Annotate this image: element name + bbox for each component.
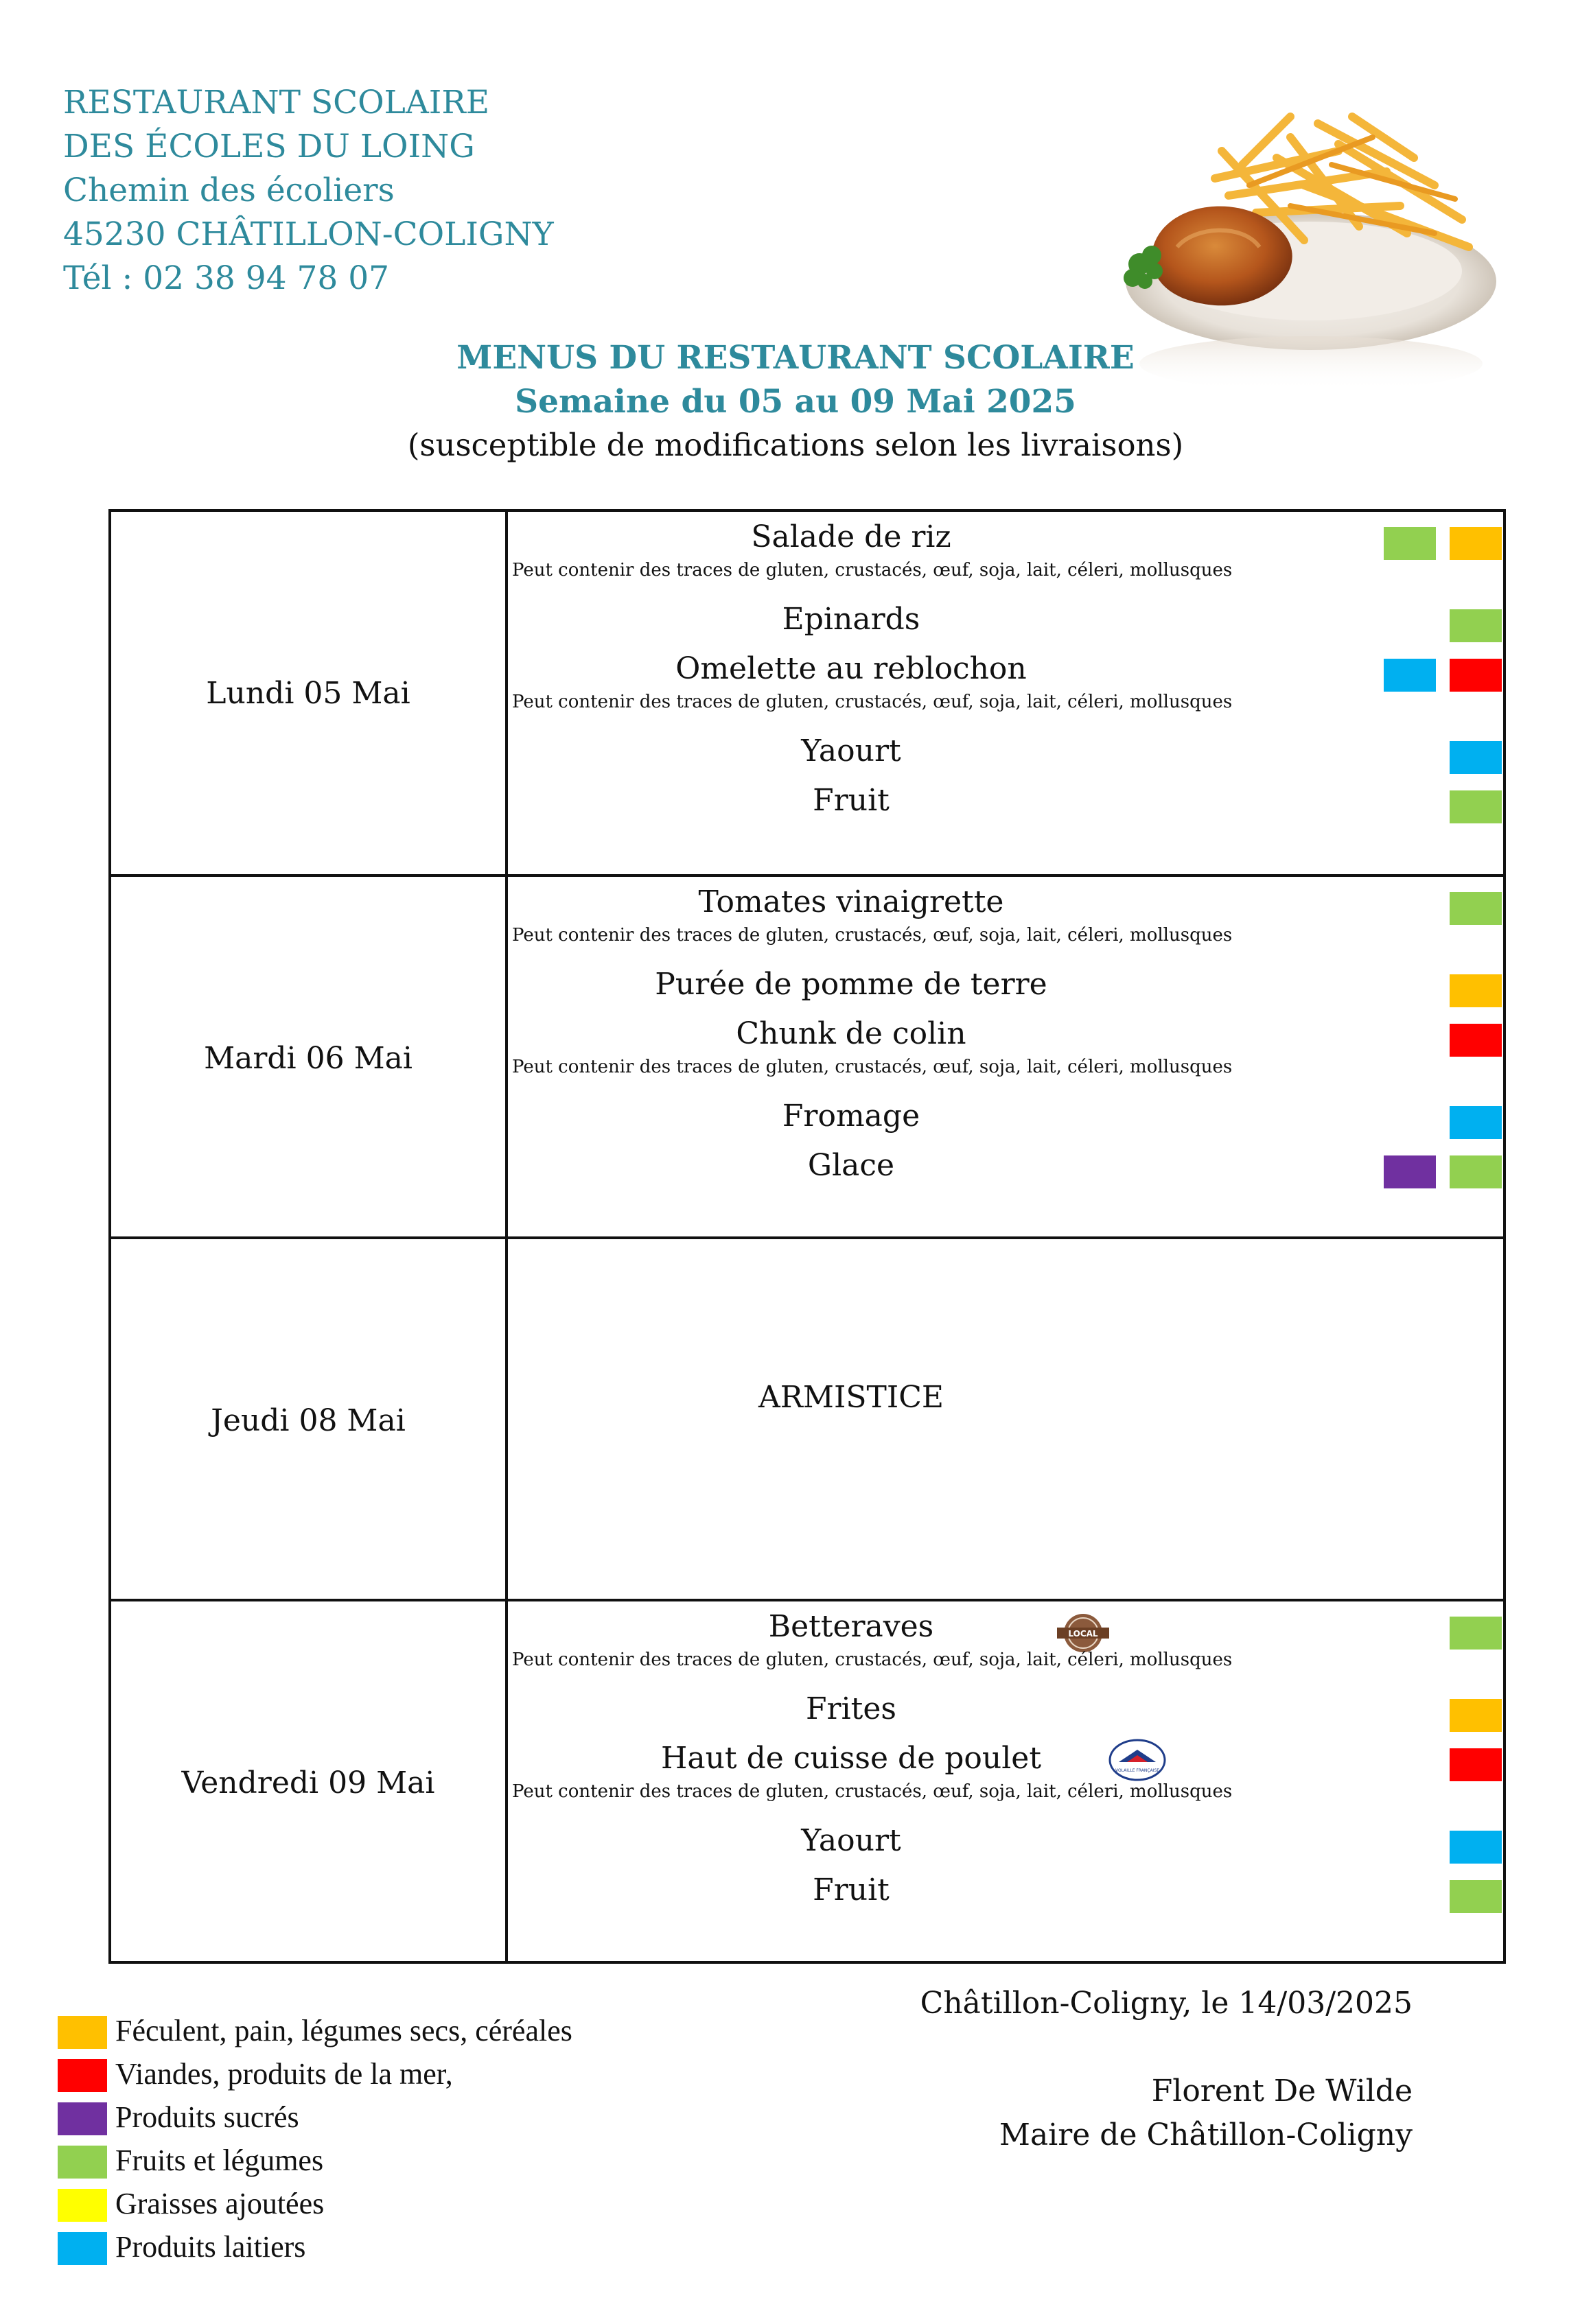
dish-name: Tomates vinaigrette — [698, 884, 1004, 919]
dish-name: Epinards — [782, 602, 920, 637]
day-label: Lundi 05 Mai — [111, 512, 508, 874]
dish-name: Frites — [806, 1691, 896, 1726]
produits-sucres-swatch — [58, 2102, 107, 2135]
feculent-swatch — [1450, 974, 1502, 1007]
viandes-swatch — [1450, 1024, 1502, 1057]
dish-name: Purée de pomme de terre — [655, 967, 1047, 1002]
produits-laitiers-swatch — [1384, 659, 1436, 692]
legend-label: Féculent, pain, légumes secs, céréales — [115, 2014, 572, 2047]
dish-name: Betteraves — [768, 1609, 934, 1644]
address-line-4: 45230 CHÂTILLON-COLIGNY — [63, 215, 554, 253]
local-badge-icon — [1050, 1611, 1116, 1655]
allergen-note: Peut contenir des traces de gluten, crustacés, œuf, soja, lait, céleri, mollusques — [512, 560, 1233, 580]
legend-label: Produits sucrés — [115, 2100, 299, 2134]
menu-week: Semaine du 05 au 09 Mai 2025 — [515, 383, 1076, 421]
day-row-mardi — [111, 874, 1503, 1239]
address-line-3: Chemin des écoliers — [63, 172, 395, 209]
day-row-lundi — [111, 512, 1503, 874]
day-label: Vendredi 09 Mai — [111, 1601, 508, 1964]
viandes-swatch — [1450, 659, 1502, 692]
produits-laitiers-swatch — [58, 2232, 107, 2265]
allergen-note: Peut contenir des traces de gluten, crustacés, œuf, soja, lait, céleri, mollusques — [512, 925, 1233, 946]
menu-table — [108, 509, 1506, 1964]
allergen-note: Peut contenir des traces de gluten, crustacés, œuf, soja, lait, céleri, mollusques — [512, 692, 1233, 712]
dish-name: Haut de cuisse de poulet — [660, 1741, 1042, 1776]
signatory-role: Maire de Châtillon-Coligny — [999, 2117, 1413, 2152]
dish-name: Yaourt — [801, 1823, 901, 1858]
dish-list — [508, 1239, 1503, 1601]
fruits-legumes-swatch — [1450, 1880, 1502, 1913]
dish-list — [508, 877, 1503, 1239]
dish-name: Fruit — [813, 783, 890, 818]
graisses-swatch — [58, 2189, 107, 2222]
menu-disclaimer: (susceptible de modifications selon les livraisons) — [407, 427, 1184, 463]
day-row-vendredi — [111, 1599, 1503, 1964]
feculent-swatch — [1450, 527, 1502, 560]
dish-name: Glace — [807, 1148, 895, 1183]
viandes-swatch — [1450, 1748, 1502, 1781]
fruits-legumes-swatch — [1450, 790, 1502, 823]
local-badge-text: LOCAL — [1068, 1629, 1098, 1639]
address-line-1: RESTAURANT SCOLAIRE — [63, 84, 490, 121]
dish-name: Salade de riz — [751, 519, 951, 554]
menu-title: MENUS DU RESTAURANT SCOLAIRE — [456, 339, 1135, 377]
legend-label: Graisses ajoutées — [115, 2187, 325, 2220]
fruits-legumes-swatch — [1384, 527, 1436, 560]
signatory-name: Florent De Wilde — [1151, 2074, 1413, 2109]
signature-block — [920, 1982, 1413, 2157]
produits-laitiers-swatch — [1450, 1831, 1502, 1864]
menu-title-block — [0, 336, 1591, 467]
dish-name: Chunk de colin — [736, 1016, 966, 1051]
dish-name: Fromage — [782, 1099, 920, 1134]
dish-list — [508, 1601, 1503, 1964]
viandes-swatch — [58, 2059, 107, 2092]
fruits-legumes-swatch — [58, 2146, 107, 2179]
allergen-note: Peut contenir des traces de gluten, crustacés, œuf, soja, lait, céleri, mollusques — [512, 1057, 1233, 1077]
address-line-5: Tél : 02 38 94 78 07 — [63, 259, 390, 297]
volaille-francaise-badge-icon — [1106, 1737, 1168, 1783]
day-row-jeudi — [111, 1236, 1503, 1601]
legend-label: Fruits et légumes — [115, 2144, 324, 2177]
allergen-note: Peut contenir des traces de gluten, crustacés, œuf, soja, lait, céleri, mollusques — [512, 1650, 1233, 1670]
day-label: Mardi 06 Mai — [111, 877, 508, 1239]
dish-name: Omelette au reblochon — [675, 651, 1027, 686]
fruits-legumes-swatch — [1450, 892, 1502, 925]
closed-notice: ARMISTICE — [758, 1380, 944, 1415]
allergen-note: Peut contenir des traces de gluten, crustacés, œuf, soja, lait, céleri, mollusques — [512, 1781, 1233, 1802]
produits-laitiers-swatch — [1450, 1106, 1502, 1139]
produits-laitiers-swatch — [1450, 741, 1502, 774]
day-label: Jeudi 08 Mai — [111, 1239, 508, 1601]
fruits-legumes-swatch — [1450, 1155, 1502, 1188]
legend-label: Viandes, produits de la mer, — [115, 2057, 453, 2091]
fruits-legumes-swatch — [1450, 609, 1502, 642]
feculent-swatch — [58, 2016, 107, 2049]
produits-sucres-swatch — [1384, 1155, 1436, 1188]
place-date: Châtillon-Coligny, le 14/03/2025 — [920, 1986, 1413, 2021]
address-line-2: DES ÉCOLES DU LOING — [63, 128, 475, 165]
dish-list — [508, 512, 1503, 874]
restaurant-address — [63, 81, 554, 301]
legend-label: Produits laitiers — [115, 2230, 306, 2264]
feculent-swatch — [1450, 1699, 1502, 1732]
dish-name: Fruit — [813, 1873, 890, 1908]
fruits-legumes-swatch — [1450, 1617, 1502, 1650]
dish-name: Yaourt — [801, 733, 901, 768]
volaille-badge-text: VOLAILLE FRANÇAISE — [1115, 1768, 1160, 1773]
